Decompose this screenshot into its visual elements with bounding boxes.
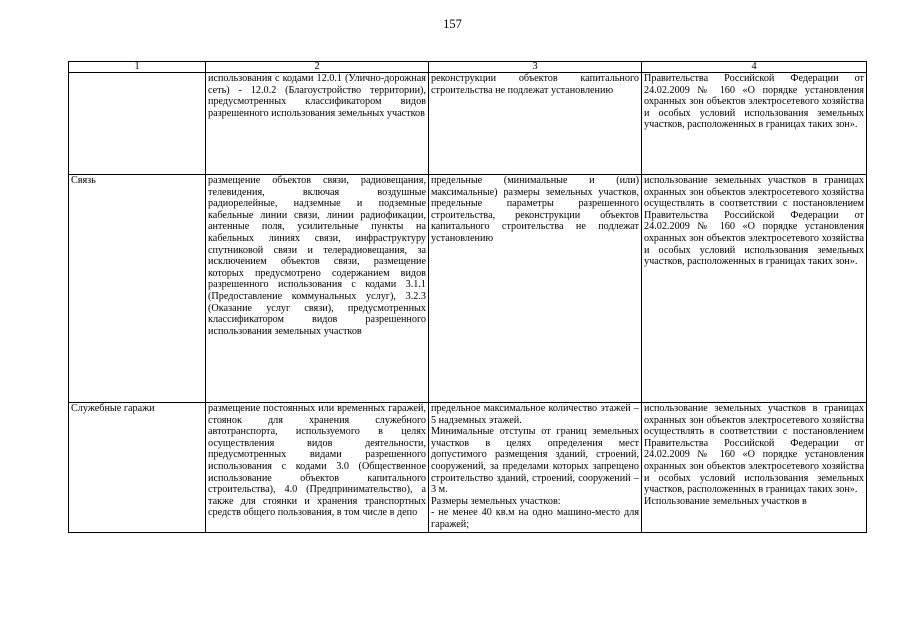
row1-type bbox=[69, 73, 206, 175]
row2-restrictions: использование земельных участков в границах охранных зон объектов электросетевого хозяйства осуществлять в соответствии с постановлением Правительства Российской Федерации от 24.02.2009 № 160 «О порядке установления охранных зон объектов электросетевого хозяйства и особых условий использования земельных участков, расположенных в границах таких зон». bbox=[642, 175, 867, 403]
row1-restrictions: Правительства Российской Федерации от 24.02.2009 № 160 «О порядке установления охранных зон объектов электросетевого хозяйства и особых условий использования земельных участков, расположенных в границах таких зон». bbox=[642, 73, 867, 175]
row3-param-line: предельное максимальное количество этажей – 5 надземных этажей. bbox=[431, 403, 639, 426]
table-row bbox=[69, 403, 867, 533]
row3-restrictions bbox=[642, 403, 867, 533]
row3-param-line: Размеры земельных участков: bbox=[431, 495, 561, 507]
row2-description: размещение объектов связи, радиовещания, телевидения, включая воздушные радиорелейные, надземные и подземные кабельные линии связи, линии радиофикации, антенные поля, усилительные пункты на кабельных линиях связи, инфраструктуру спутниковой связи и телерадиовещания, за исключением объектов связи, размещение которых предусмотрено содержанием видов разрешенного использования с кодами 3.1.1 (Предоставление коммунальных услуг), 3.2.3 (Оказание услуг связи), предусмотренных классификатором видов разрешенного использования земельных участков bbox=[206, 175, 429, 403]
table-row bbox=[69, 175, 867, 403]
row3-param-line: - не менее 40 кв.м на одно машино-место для гаражей; bbox=[431, 507, 639, 530]
row3-parameters bbox=[429, 403, 642, 533]
page-number: 157 bbox=[443, 17, 462, 31]
row2-parameters: предельные (минимальные и (или) максимальные) размеры земельных участков, предельные параметры разрешенного строительства, реконструкции объектов капитального строительства не подлежат установлению bbox=[429, 175, 642, 403]
row1-parameters: реконструкции объектов капитального строительства не подлежат установлению bbox=[429, 73, 642, 175]
header-col-3: 3 bbox=[429, 62, 642, 73]
row3-restriction-line: использование земельных участков в границах охранных зон объектов электросетевого хозяйства осуществлять в соответствии с постановлением Правительства Российской Федерации от 24.02.2009 № 160 «О порядке установления охранных зон объектов электросетевого хозяйства и особых условий использования земельных участков, расположенных в границах таких зон». bbox=[644, 403, 864, 496]
header-col-1: 1 bbox=[69, 62, 206, 73]
row3-param-line: Минимальные отступы от границ земельных участков в целях определения мест допустимого размещения зданий, строений, сооружений, за пределами которых запрещено строительство зданий, строений, сооружений – 3 м. bbox=[431, 426, 639, 496]
regulations-table bbox=[68, 61, 867, 533]
header-col-4: 4 bbox=[642, 62, 867, 73]
row2-type: Связь bbox=[69, 175, 206, 403]
row3-type: Служебные гаражи bbox=[69, 403, 206, 533]
row3-description: размещение постоянных или временных гаражей, стоянок для хранения служебного автотранспорта, используемого в целях осуществления видов деятельности, предусмотренных видами разрешенного использования с кодами 3.0 (Общественное использование объектов капитального строительства), 4.0 (Предпринимательство), а также для стоянки и хранения транспортных средств общего пользования, в том числе в депо bbox=[206, 403, 429, 533]
row1-description: использования с кодами 12.0.1 (Улично-дорожная сеть) - 12.0.2 (Благоустройство территории), предусмотренных классификатором видов разрешенного использования земельных участков bbox=[206, 73, 429, 175]
row3-restriction-line: Использование земельных участков в bbox=[644, 495, 807, 507]
header-col-2: 2 bbox=[206, 62, 429, 73]
table-header-row bbox=[69, 62, 867, 73]
table-row bbox=[69, 73, 867, 175]
